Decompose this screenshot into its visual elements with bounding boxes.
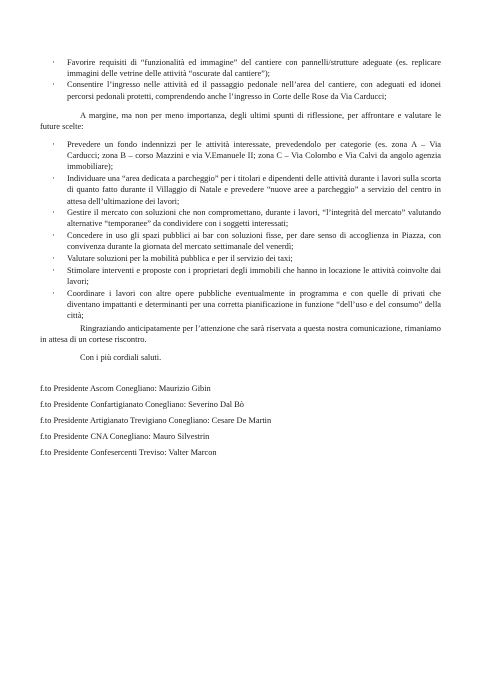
bullet-list-top — [40, 57, 441, 102]
list-item: · Consentire l’ingresso nelle attività ed il passaggio pedonale nell’area del cantiere, con adeguati ed idonei percorsi pedonali protetti, comprendendo anche l’ingresso in Corte delle Rose da Via Carducci; — [40, 79, 441, 101]
list-item: · Prevedere un fondo indennizzi per le attività interessate, prevedendolo per categorie (es. zona A – Via Carducci; zona B – corso Mazzini e via V.Emanuele II; zona C – Via Colombo e Via Calvi da angolo agenzia immobiliare); — [40, 139, 441, 173]
list-item: · Individuare una “area dedicata a parcheggio” per i titolari e dipendenti delle attività durante i lavori sulla scorta di quanto fatto durante il Villaggio di Natale e prevedere “nuove aree a parcheggio” a servizio del centro in attesa dell’ultimazione dei lavori; — [40, 173, 441, 207]
signature-line: f.to Presidente Confesercenti Treviso: Valter Marcon — [40, 448, 217, 457]
intro-paragraph: A margine, ma non per meno importanza, degli ultimi spunti di riflessione, per affrontare e valutare le future scelte: — [40, 111, 441, 132]
list-item: · Gestire il mercato con soluzioni che non compromettano, durante i lavori, “l’integrità del mercato” valutando alternative “temporanee” da condividere con i soggetti interessati; — [40, 207, 441, 229]
list-item: · Concedere in uso gli spazi pubblici ai bar con soluzioni fisse, per dare senso di accoglienza in Piazza, con convivenza durante la giornata del mercato settimanale del venerdì; — [40, 230, 441, 252]
list-item: · Stimolare interventi e proposte con i proprietari degli immobili che hanno in locazione le attività coinvolte dai lavori; — [40, 265, 441, 287]
signature-line: f.to Presidente Artigianato Trevigiano Conegliano: Cesare De Martin — [40, 416, 272, 425]
list-item: · Coordinare i lavori con altre opere pubbliche eventualmente in programma e con quelle di privati che diventano impattanti e determinanti per una corretta pianificazione in funzione “dell’uso e del consumo” della città; — [40, 288, 441, 322]
list-item: · Favorire requisiti di “funzionalità ed immagine” del cantiere con pannelli/strutture adeguate (es. replicare immagini delle vetrine delle attività “oscurate dal cantiere”); — [40, 57, 441, 79]
list-item: · Valutare soluzioni per la mobilità pubblica e per il servizio dei taxi; — [40, 253, 441, 264]
signature-line: f.to Presidente Ascom Conegliano: Maurizio Gibin — [40, 384, 211, 393]
bullet-list-bottom — [40, 139, 441, 321]
signature-line: f.to Presidente Confartigianato Conegliano: Severino Dal Bò — [40, 400, 244, 409]
greeting: Con i più cordiali saluti. — [80, 353, 162, 362]
closing-paragraph: Ringraziando anticipatamente per l’attenzione che sarà riservata a questa nostra comunicazione, rimaniamo in attesa di un cortese riscontro. — [40, 324, 441, 345]
signature-line: f.to Presidente CNA Conegliano: Mauro Silvestrin — [40, 432, 210, 441]
